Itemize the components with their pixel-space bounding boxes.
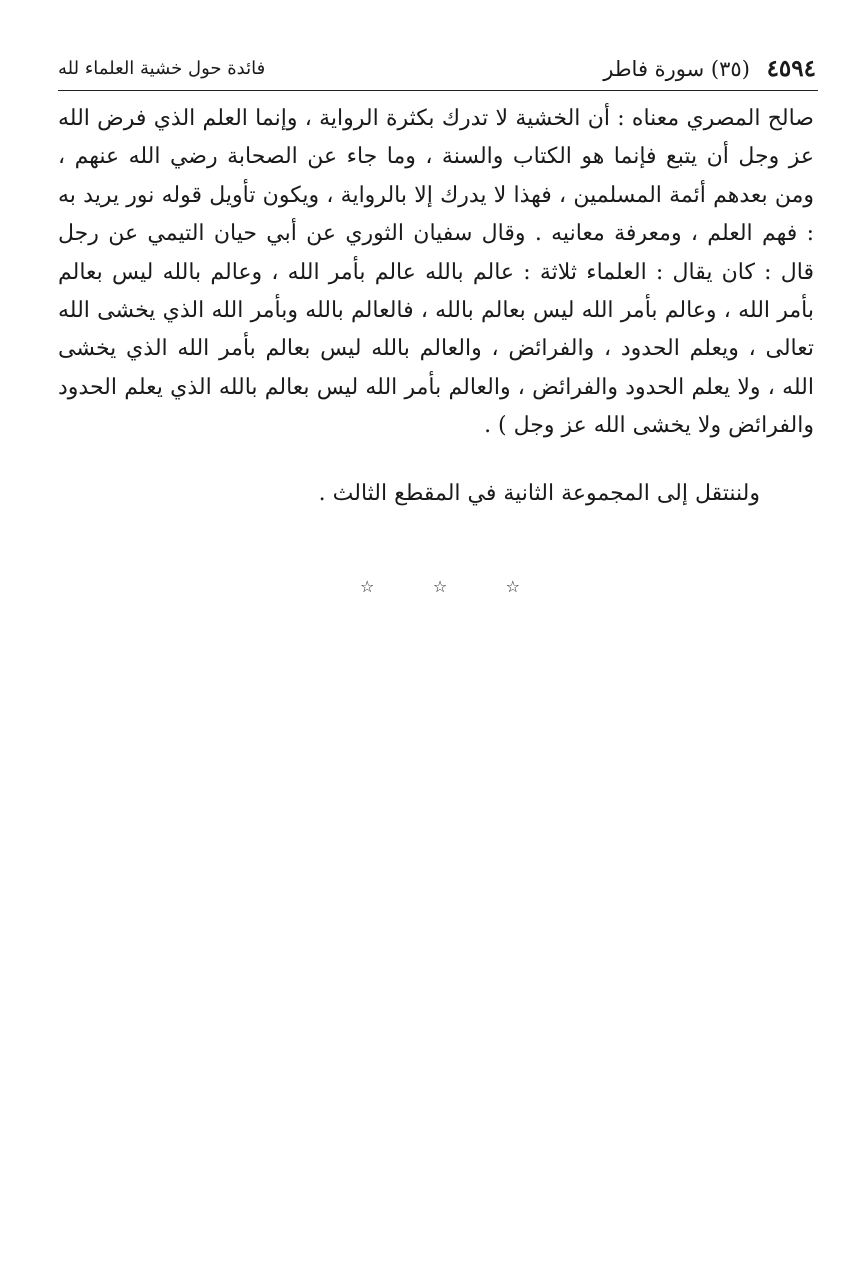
- header-right-group: [603, 52, 816, 86]
- body-paragraph: صالح المصري معناه : أن الخشية لا تدرك بكثرة الرواية ، وإنما العلم الذي فرض الله عز وجل أن يتبع فإنما هو الكتاب والسنة ، وما جاء عن الصحابة رضي الله عنهم ، ومن بعدهم أئمة المسلمين ، فهذا لا يدرك إلا بالرواية ، ويكون تأويل قوله نور يريد به : فهم العلم ، ومعرفة معانيه . وقال سفيان الثوري عن أبي حيان التيمي عن رجل قال : كان يقال : العلماء ثلاثة : عالم بالله عالم بأمر الله ، وعالم بالله ليس بعالم بأمر الله ، وعالم بأمر الله ليس بعالم بالله ، فالعالم بالله وبأمر الله الذي يخشى الله تعالى ، ويعلم الحدود ، والفرائض ، والعالم بالله ليس بعالم بأمر الله الذي يخشى الله ، ولا يعلم الحدود والفرائض ، والعالم بأمر الله ليس بعالم بالله الذي يعلم الحدود والفرائض ولا يخشى الله عز وجل ) .: [58, 106, 814, 439]
- body-text: [58, 100, 814, 446]
- star-icon: ☆: [360, 577, 375, 596]
- header-rule: [58, 90, 818, 91]
- page-number: ٤٥٩٤: [766, 55, 816, 82]
- surah-label: (٣٥) سورة فاطر: [603, 57, 750, 81]
- section-title: فائدة حول خشية العلماء لله: [58, 58, 266, 79]
- star-icon: ☆: [432, 577, 448, 596]
- page-header: [58, 52, 816, 86]
- star-icon: ☆: [505, 577, 520, 596]
- transition-line: ولننتقل إلى المجموعة الثانية في المقطع الثالث .: [318, 481, 760, 506]
- section-divider: [360, 572, 520, 602]
